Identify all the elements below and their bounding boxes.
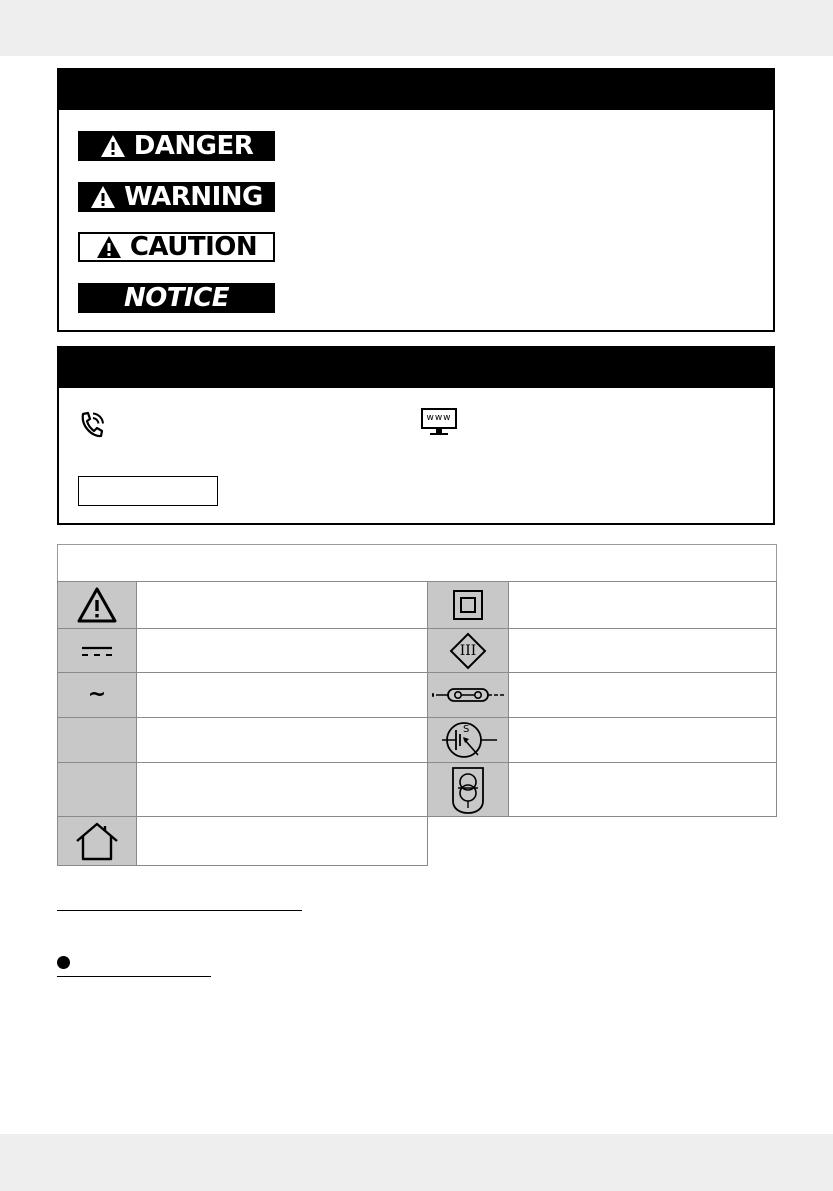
service-contact-box	[57, 346, 775, 525]
blank-symbol-cell	[57, 762, 137, 817]
section-underline	[57, 910, 302, 911]
table-text-cell	[136, 628, 428, 673]
page-top-band	[0, 0, 833, 56]
subsection-underline	[57, 976, 211, 977]
protection-class-iii-icon	[449, 632, 487, 670]
danger-label	[78, 131, 275, 161]
table-text-cell	[136, 672, 428, 718]
notice-text: NOTICE	[123, 283, 230, 313]
notice-label	[78, 283, 275, 313]
warning-text: WARNING	[124, 182, 263, 212]
bullet-icon	[57, 956, 70, 969]
signal-words-header-bar	[59, 70, 773, 110]
table-text-cell	[136, 816, 428, 866]
fuse-icon	[432, 685, 504, 705]
warning-triangle-icon	[96, 235, 122, 259]
table-text-cell	[136, 717, 428, 763]
warning-triangle-icon	[77, 587, 117, 623]
www-label: www	[426, 413, 452, 423]
fuse-symbol-cell	[427, 672, 509, 718]
caution-label	[78, 232, 275, 262]
short-circuit-proof-symbol-cell	[427, 762, 509, 817]
direct-current-symbol-cell	[57, 628, 137, 673]
protection-class-iii-symbol-cell	[427, 628, 509, 673]
table-text-cell	[508, 581, 777, 629]
blank-field	[78, 476, 218, 506]
safety-transformer-symbol-cell	[427, 717, 509, 763]
indoor-use-symbol-cell	[57, 816, 137, 866]
signal-words-box	[57, 68, 775, 332]
double-insulation-symbol-cell	[427, 581, 509, 629]
table-text-cell	[136, 581, 428, 629]
warning-label	[78, 182, 275, 212]
page-bottom-band	[0, 1134, 833, 1191]
table-text-cell	[508, 672, 777, 718]
alternating-current-symbol-cell	[57, 672, 137, 718]
double-insulation-icon	[452, 589, 484, 621]
symbols-table-header	[57, 544, 777, 582]
safety-transformer-icon	[434, 719, 502, 761]
service-header-bar	[59, 348, 773, 388]
direct-current-icon	[80, 644, 114, 658]
house-icon	[74, 821, 120, 861]
table-text-cell	[508, 717, 777, 763]
table-text-cell	[508, 762, 777, 817]
table-text-cell	[508, 628, 777, 673]
alternating-current-icon: ~	[87, 682, 107, 707]
short-circuit-proof-transformer-icon	[450, 765, 486, 815]
warning-triangle-icon	[100, 134, 126, 158]
table-text-cell	[136, 762, 428, 817]
phone-icon	[78, 410, 106, 440]
protection-class-iii-label: III	[459, 642, 477, 659]
warning-triangle-icon	[90, 185, 116, 209]
caution-text: CAUTION	[129, 232, 258, 262]
danger-text: DANGER	[133, 131, 254, 161]
warning-symbol-cell	[57, 581, 137, 629]
www-monitor-icon	[421, 408, 457, 436]
blank-symbol-cell	[57, 717, 137, 763]
transformer-letter: S	[463, 724, 470, 735]
